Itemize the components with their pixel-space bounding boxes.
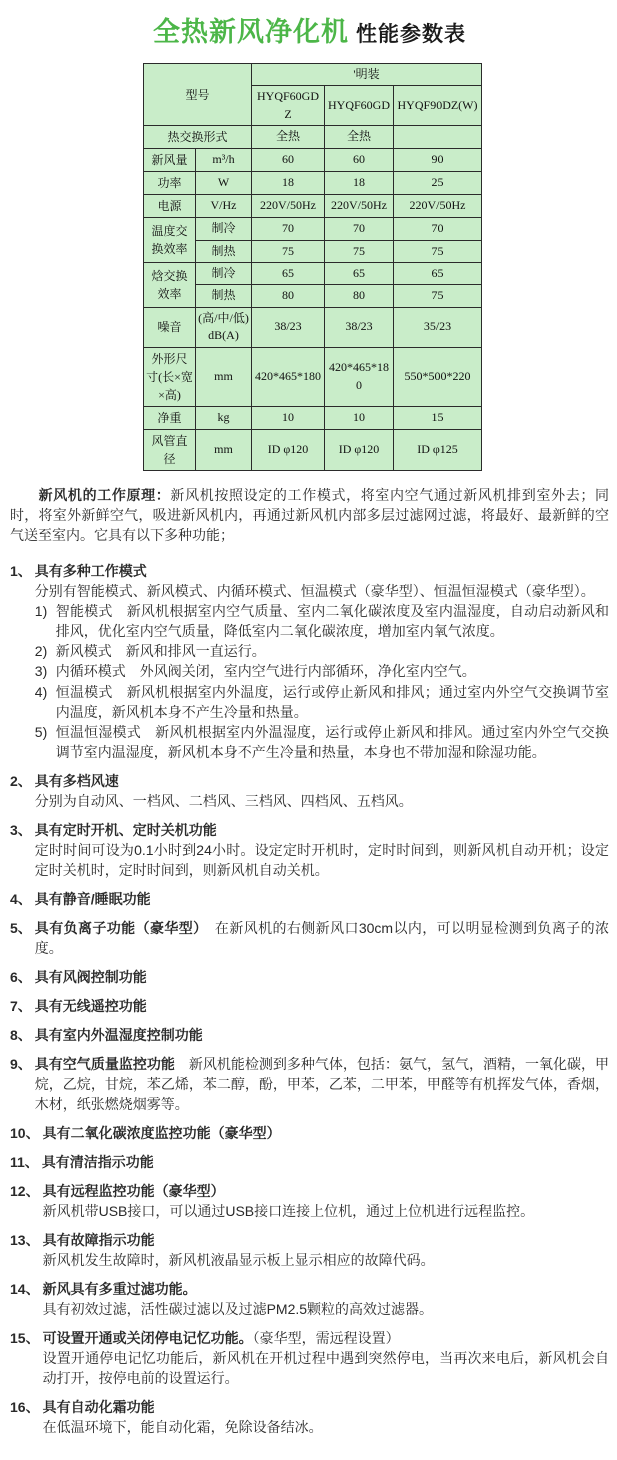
feature-number: 8、 (10, 1026, 32, 1043)
feature-item-3 (10, 820, 609, 880)
table-row (144, 64, 482, 86)
feature-item-1 (10, 561, 609, 761)
value-cell: 18 (325, 172, 394, 195)
feature-title: 具有多档风速 (34, 772, 119, 789)
table-row (144, 149, 482, 172)
value-cell: ID φ120 (252, 429, 325, 470)
table-row (144, 347, 482, 406)
value-cell: 70 (325, 218, 394, 240)
value-cell: 75 (325, 240, 394, 262)
feature-content (43, 1397, 609, 1437)
row-label-cell: 噪音 (144, 307, 196, 347)
sub-number: 4) (34, 683, 48, 700)
feature-title: 可设置开通或关闭停电记忆功能。 (42, 1329, 253, 1346)
feature-number: 9、 (10, 1055, 32, 1072)
feature-title: 具有清洁指示功能 (41, 1153, 154, 1170)
row-label-cell: 净重 (144, 406, 196, 429)
sub-item (35, 722, 609, 762)
feature-number: 1、 (10, 563, 32, 580)
value-cell: 38/23 (252, 307, 325, 347)
feature-body: 在低温环境下，能自动化霜，免除设备结冰。 (42, 1418, 323, 1435)
feature-number: 4、 (10, 890, 32, 907)
feature-number: 10、 (10, 1124, 40, 1141)
feature-body: 新风机发生故障时，新风机液晶显示板上显示相应的故障代码。 (42, 1251, 435, 1268)
feature-item-5 (10, 918, 609, 958)
value-cell: 420*465*180 (252, 347, 325, 406)
feature-content (42, 1152, 609, 1172)
unit-cell: 制冷 (196, 218, 252, 240)
feature-item-16 (10, 1397, 609, 1437)
feature-number: 7、 (10, 997, 32, 1014)
sub-text: 新风模式 新风和排风一直运行。 (55, 643, 266, 660)
value-cell: 420*465*180 (325, 347, 394, 406)
feature-content (35, 1025, 609, 1045)
value-cell: 38/23 (325, 307, 394, 347)
value-cell: 35/23 (394, 307, 482, 347)
feature-content (35, 918, 609, 958)
row-label-cell: 功率 (144, 172, 196, 195)
value-cell: 10 (252, 406, 325, 429)
value-cell: 550*500*220 (394, 347, 482, 406)
feature-content (35, 561, 609, 761)
feature-title: 具有定时开机、定时关机功能 (34, 821, 217, 838)
value-cell: 75 (252, 240, 325, 262)
sub-text: 内循环模式 外风阀关闭，室内空气进行内部循环，净化室内空气。 (55, 663, 476, 680)
feature-item-12 (10, 1181, 609, 1221)
feature-item-6 (10, 967, 609, 987)
sub-number: 3) (34, 663, 48, 680)
value-cell: ID φ120 (325, 429, 394, 470)
feature-title: 具有故障指示功能 (42, 1231, 155, 1248)
unit-cell: mm (196, 347, 252, 406)
feature-list (10, 561, 609, 1437)
sub-item (35, 641, 609, 661)
unit-cell: 制热 (196, 285, 252, 307)
value-cell: 220V/50Hz (325, 195, 394, 218)
value-cell: 220V/50Hz (252, 195, 325, 218)
sub-number: 5) (34, 723, 48, 740)
model-name-cell: HYQF90DZ(W) (394, 86, 482, 126)
value-cell: 18 (252, 172, 325, 195)
unit-cell: V/Hz (196, 195, 252, 218)
feature-body: 分别为自动风、一档风、二档风、三档风、四档风、五档风。 (34, 792, 413, 809)
table-row (144, 126, 482, 149)
feature-item-10 (10, 1123, 609, 1143)
feature-content (35, 889, 609, 909)
row-label-cell: 风管直径 (144, 429, 196, 470)
row-label-cell: 热交换形式 (144, 126, 252, 149)
sub-item (35, 601, 609, 641)
feature-inline-text: 新风机能检测到多种气体，包括：氨气，氢气，酒精，一氧化碳，甲烷，乙烷，甘烷，苯乙烯，苯二醇，酚，甲苯，乙苯，二甲苯，甲醛等有机挥发气体，香烟，木材，纸张燃烧烟雾等。 (34, 1055, 610, 1112)
feature-number: 13、 (10, 1231, 40, 1248)
feature-content (43, 1181, 609, 1221)
feature-number: 6、 (10, 968, 32, 985)
feature-title: 具有静音/睡眠功能 (34, 890, 151, 907)
feature-title: 具有自动化霜功能 (42, 1398, 155, 1415)
feature-number: 2、 (10, 772, 32, 789)
feature-title: 具有风阀控制功能 (34, 968, 147, 985)
value-cell: 25 (394, 172, 482, 195)
unit-cell: 制热 (196, 240, 252, 262)
working-principle-lead: 新风机的工作原理： (38, 486, 171, 503)
feature-item-9 (10, 1054, 609, 1114)
table-row (144, 406, 482, 429)
feature-content (35, 820, 609, 880)
unit-cell: mm (196, 429, 252, 470)
feature-number: 11、 (10, 1153, 39, 1170)
feature-body: 设置开通停电记忆功能后，新风机在开机过程中遇到突然停电，当再次来电后，新风机会自动打开，按停电前的设置运行。 (42, 1349, 609, 1386)
feature-item-13 (10, 1230, 609, 1270)
sub-item (35, 682, 609, 722)
model-label-cell: 型号 (144, 64, 252, 126)
feature-content (35, 1054, 609, 1114)
value-cell: 65 (325, 262, 394, 284)
row-label-cell: 电源 (144, 195, 196, 218)
value-cell: 15 (394, 406, 482, 429)
feature-item-15 (10, 1328, 609, 1388)
title-product-name: 全热新风净化机 (153, 17, 349, 47)
feature-title: 具有多种工作模式 (34, 563, 147, 580)
feature-title: 具有空气质量监控功能 (34, 1055, 175, 1072)
value-cell: 全热 (325, 126, 394, 149)
working-principle-paragraph (10, 485, 609, 546)
value-cell: 70 (394, 218, 482, 240)
value-cell: 70 (252, 218, 325, 240)
working-principle-text: 新风机按照设定的工作模式，将室内空气通过新风机排到室外去；同时，将室外新鲜空气，吸进新风机内，再通过新风机内部多层过滤网过滤，将最好、最新鲜的空气送至室内。它具有以下多种功能； (10, 486, 610, 544)
feature-title: 具有二氧化碳浓度监控功能（豪华型） (42, 1124, 281, 1141)
table-row (144, 307, 482, 347)
row-label-cell: 焓交换效率 (144, 262, 196, 307)
feature-title-suffix: （豪华型，需远程设置） (252, 1329, 400, 1346)
unit-cell: m³/h (196, 149, 252, 172)
feature-body: 新风机带USB接口，可以通过USB接口连接上位机，通过上位机进行远程监控。 (42, 1202, 535, 1219)
spec-table (143, 63, 482, 471)
feature-item-7 (10, 996, 609, 1016)
feature-sublist (35, 601, 609, 761)
feature-item-11 (10, 1152, 609, 1172)
value-cell: 全热 (252, 126, 325, 149)
value-cell: 75 (394, 285, 482, 307)
value-cell: 65 (394, 262, 482, 284)
feature-number: 14、 (10, 1280, 40, 1297)
value-cell: 60 (252, 149, 325, 172)
feature-item-2 (10, 771, 609, 811)
model-name-cell: HYQF60GDZ (252, 86, 325, 126)
feature-item-4 (10, 889, 609, 909)
page-title (10, 10, 609, 49)
sub-number: 1) (34, 603, 48, 620)
feature-content (43, 1279, 609, 1319)
sub-text: 恒温恒湿模式 新风机根据室内外温湿度，运行或停止新风和排风。通过室内外空气交换调节室内温湿度，新风机本身不产生冷量和热量，本身也不带加湿和除湿功能。 (55, 723, 609, 760)
sub-text: 智能模式 新风机根据室内空气质量、室内二氧化碳浓度及室内温湿度，自动启动新风和排风，优化室内空气质量，降低室内二氧化碳浓度，增加室内氧气浓度。 (55, 603, 609, 640)
feature-item-8 (10, 1025, 609, 1045)
sub-item (35, 661, 609, 681)
feature-title: 具有负离子功能（豪华型） (34, 919, 201, 936)
unit-cell: kg (196, 406, 252, 429)
value-cell: 75 (394, 240, 482, 262)
feature-number: 16、 (10, 1398, 40, 1415)
feature-title: 具有室内外温湿度控制功能 (34, 1026, 203, 1043)
feature-body: 分别有智能模式、新风模式、内循环模式、恒温模式（豪华型）、恒温恒湿模式（豪华型）。 (34, 583, 595, 600)
row-label-cell: 温度交换效率 (144, 218, 196, 263)
feature-content (43, 1230, 609, 1270)
unit-cell: (高/中/低)dB(A) (196, 307, 252, 347)
value-cell: 10 (325, 406, 394, 429)
title-subtitle: 性能参数表 (356, 23, 466, 46)
feature-body: 具有初效过滤，活性碳过滤以及过滤PM2.5颗粒的高效过滤器。 (42, 1300, 434, 1317)
feature-item-14 (10, 1279, 609, 1319)
table-row (144, 262, 482, 284)
feature-number: 15、 (10, 1329, 40, 1346)
table-row (144, 429, 482, 470)
value-cell: 90 (394, 149, 482, 172)
table-row (144, 172, 482, 195)
feature-inline-text: 在新风机的右侧新风口30cm以内，可以明显检测到负离子的浓度。 (34, 919, 610, 956)
unit-cell: 制冷 (196, 262, 252, 284)
table-row (144, 195, 482, 218)
value-cell: ID φ125 (394, 429, 482, 470)
row-label-cell: 外形尺寸(长×宽×高) (144, 347, 196, 406)
value-cell: 80 (252, 285, 325, 307)
value-cell (394, 126, 482, 149)
value-cell: 220V/50Hz (394, 195, 482, 218)
mount-type-cell: '明装 (252, 64, 482, 86)
feature-content (43, 1123, 609, 1143)
feature-content (35, 771, 609, 811)
feature-content (35, 967, 609, 987)
feature-title: 具有无线遥控功能 (34, 997, 147, 1014)
value-cell: 80 (325, 285, 394, 307)
feature-title: 新风具有多重过滤功能。 (42, 1280, 197, 1297)
feature-title: 具有远程监控功能（豪华型） (42, 1182, 225, 1199)
model-name-cell: HYQF60GD (325, 86, 394, 126)
value-cell: 65 (252, 262, 325, 284)
feature-number: 3、 (10, 821, 32, 838)
unit-cell: W (196, 172, 252, 195)
row-label-cell: 新风量 (144, 149, 196, 172)
feature-content (35, 996, 609, 1016)
value-cell: 60 (325, 149, 394, 172)
table-row (144, 218, 482, 240)
feature-content (43, 1328, 609, 1388)
feature-body: 定时时间可设为0.1小时到24小时。设定定时开机时，定时时间到，则新风机自动开机；设定定时关机时，定时时间到，则新风机自动关机。 (34, 841, 609, 878)
feature-number: 12、 (10, 1182, 40, 1199)
sub-number: 2) (34, 643, 48, 660)
sub-text: 恒温模式 新风机根据室内外温度，运行或停止新风和排风；通过室内外空气交换调节室内温度，新风机本身不产生冷量和热量。 (55, 683, 609, 720)
feature-number: 5、 (10, 919, 32, 936)
